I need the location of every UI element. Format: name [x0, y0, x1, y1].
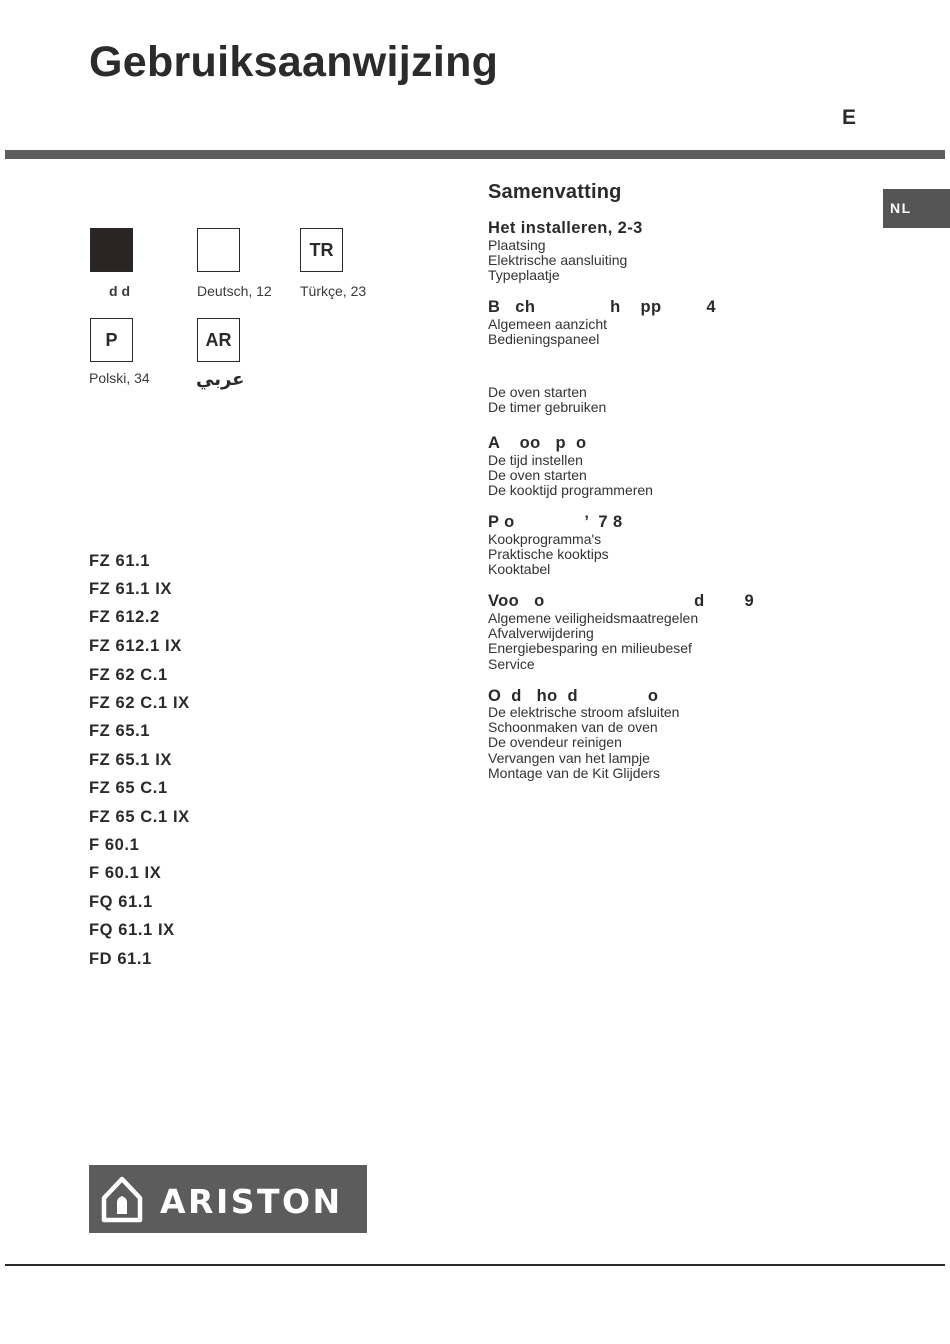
- toc-item: Energiebesparing en milieubesef: [488, 640, 692, 657]
- model-item: FZ 62 C.1 IX: [89, 694, 190, 712]
- toc-item: De oven starten: [488, 384, 587, 400]
- edition-letter: E: [842, 106, 857, 129]
- model-item: FZ 612.2: [89, 608, 160, 626]
- language-box-tr: TR: [300, 228, 343, 272]
- language-box-ar: AR: [197, 318, 240, 362]
- header-divider: [5, 150, 945, 159]
- toc-item: Elektrische aansluiting: [488, 252, 628, 269]
- language-box-pl: P: [90, 318, 133, 362]
- language-label-ar: عربي: [196, 369, 245, 389]
- toc-section-heading: Voo o d 9: [488, 592, 755, 610]
- page-title: Gebruiksaanwijzing: [89, 38, 499, 86]
- model-item: F 60.1 IX: [89, 864, 162, 882]
- toc-section-items: [488, 532, 609, 578]
- model-item: FZ 62 C.1: [89, 666, 168, 684]
- toc-section-items: [488, 705, 679, 781]
- toc-section-items: [488, 238, 627, 284]
- model-item: FZ 65 C.1 IX: [89, 808, 190, 826]
- language-box-filled: [90, 228, 133, 272]
- toc-item: Algemeen aanzicht: [488, 316, 608, 332]
- toc-item: De ovendeur reinigen: [488, 734, 622, 751]
- model-item: FQ 61.1 IX: [89, 921, 175, 939]
- toc-item: Montage van de Kit Glijders: [488, 764, 660, 781]
- toc-item: De kooktijd programmeren: [488, 482, 653, 499]
- ariston-logo: [89, 1165, 367, 1233]
- toc-item: Algemene veiligheidsmaatregelen: [488, 610, 699, 626]
- house-icon: [100, 1174, 144, 1224]
- logo-text: ARISTON: [160, 1182, 343, 1221]
- toc-section-items: [488, 385, 606, 415]
- toc-section-heading: Het installeren, 2-3: [488, 219, 643, 237]
- toc-item: De timer gebruiken: [488, 399, 607, 416]
- model-item: FZ 65.1: [89, 722, 151, 740]
- toc-section-heading: O d ho d o: [488, 687, 659, 705]
- toc-item: Afvalverwijdering: [488, 625, 594, 642]
- model-item: F 60.1: [89, 836, 140, 854]
- toc-section-items: [488, 317, 607, 347]
- model-item: FZ 612.1 IX: [89, 637, 182, 655]
- toc-item: Kookprogramma's: [488, 531, 602, 547]
- toc-item: Plaatsing: [488, 237, 546, 253]
- model-item: FZ 61.1 IX: [89, 580, 173, 598]
- model-item: FZ 65.1 IX: [89, 751, 173, 769]
- toc-item: De elektrische stroom afsluiten: [488, 704, 680, 720]
- footer-divider: [5, 1264, 945, 1266]
- language-tab-nl: NL: [883, 189, 950, 228]
- toc-title: Samenvatting: [488, 181, 622, 203]
- language-box-de: [197, 228, 240, 272]
- language-label-pl: Polski, 34: [89, 370, 150, 386]
- toc-section-items: [488, 611, 698, 672]
- model-item: FQ 61.1: [89, 893, 153, 911]
- toc-item: De oven starten: [488, 467, 587, 484]
- toc-item: De tijd instellen: [488, 452, 583, 468]
- model-item: FZ 61.1: [89, 552, 151, 570]
- toc-item: Schoonmaken van de oven: [488, 719, 658, 736]
- language-label-de: Deutsch, 12: [197, 283, 272, 299]
- toc-item: Praktische kooktips: [488, 546, 609, 563]
- language-label: d d: [109, 283, 130, 299]
- model-item: FD 61.1: [89, 950, 152, 968]
- toc-section-items: [488, 453, 653, 499]
- toc-section-heading: A oo p o: [488, 434, 587, 452]
- toc-item: Kooktabel: [488, 561, 551, 578]
- toc-section-heading: P o ’ 7 8: [488, 513, 623, 531]
- toc-section-heading: B ch h pp 4: [488, 298, 716, 316]
- toc-item: Typeplaatje: [488, 267, 560, 284]
- toc-item: Service: [488, 655, 535, 672]
- language-label-tr: Türkçe, 23: [300, 283, 367, 299]
- toc-item: Vervangen van het lampje: [488, 749, 650, 766]
- model-item: FZ 65 C.1: [89, 779, 168, 797]
- toc-item: Bedieningspaneel: [488, 331, 600, 348]
